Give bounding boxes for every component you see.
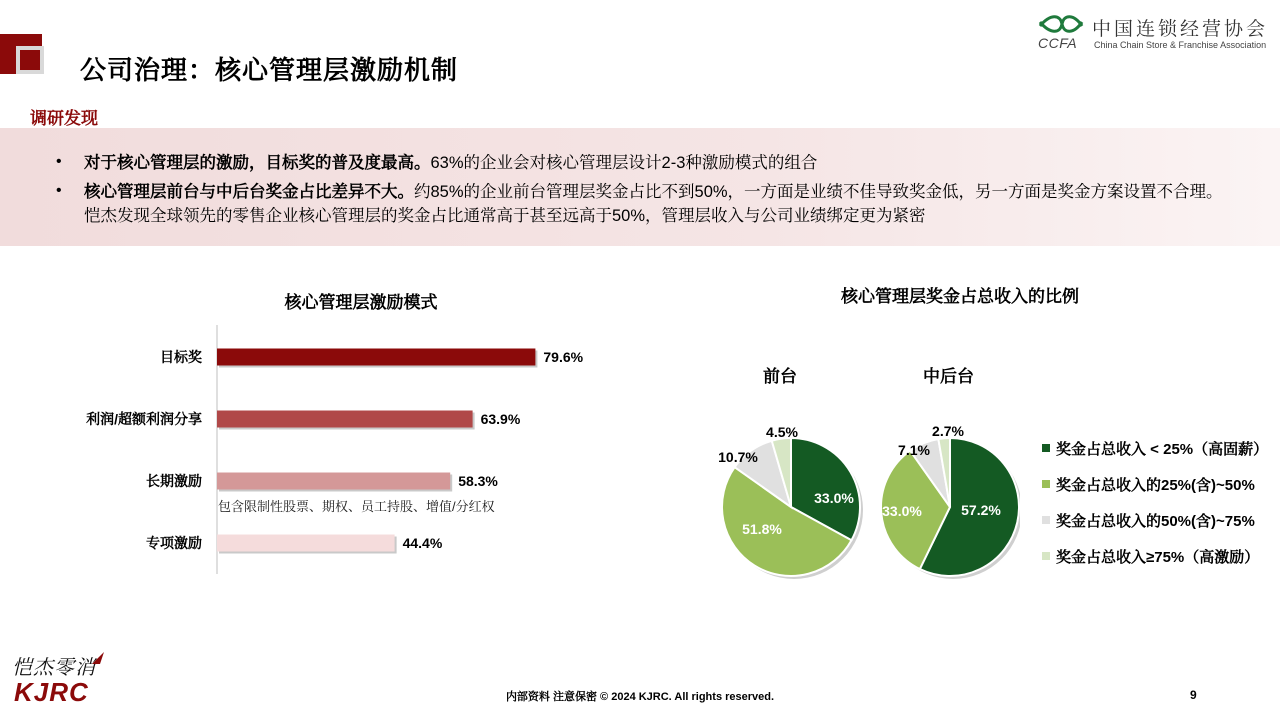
bar-category-label: 目标奖 bbox=[160, 349, 202, 365]
finding-item-1 bbox=[84, 151, 1224, 175]
legend-item-4 bbox=[1042, 546, 1259, 567]
pie-back-slice-label: 33.0% bbox=[882, 503, 922, 519]
bullet-dot: • bbox=[56, 182, 62, 199]
bar-category-label: 长期激励 bbox=[146, 473, 202, 489]
bullet-dot: • bbox=[56, 153, 62, 170]
bar-value-label: 79.6% bbox=[543, 349, 584, 365]
bar-value-label: 44.4% bbox=[402, 535, 443, 551]
bar-chart-title: 核心管理层激励模式 bbox=[284, 293, 438, 312]
legend-swatch bbox=[1042, 480, 1050, 488]
finding-2-bold: 核心管理层前台与中后台奖金占比差异不大。 bbox=[84, 183, 414, 201]
pie-back-slice-label: 7.1% bbox=[898, 442, 930, 458]
legend-label: 奖金占总收入≥75%（高激励） bbox=[1056, 549, 1260, 566]
page-title: 公司治理：核心管理层激励机制 bbox=[80, 55, 459, 85]
bar-chart bbox=[0, 320, 640, 580]
legend-swatch bbox=[1042, 444, 1050, 452]
legend-item-1 bbox=[1042, 438, 1268, 459]
bar bbox=[217, 349, 535, 366]
bar bbox=[217, 411, 473, 428]
bar-value-label: 63.9% bbox=[480, 411, 521, 427]
legend-swatch bbox=[1042, 516, 1050, 524]
pie-front-slice-label: 4.5% bbox=[766, 424, 798, 440]
bar-chart-annotation: 包含限制性股票、期权、员工持股、增值/分红权 bbox=[218, 499, 495, 514]
ccfa-logo-name-cn: 中国连锁经营协会 bbox=[1092, 18, 1269, 40]
legend-label: 奖金占总收入 < 25%（高固薪） bbox=[1056, 441, 1269, 458]
title-accent-square bbox=[25, 55, 39, 69]
bar-category-label: 利润/超额利润分享 bbox=[86, 411, 202, 427]
legend-label: 奖金占总收入的50%(含)~75% bbox=[1056, 513, 1255, 530]
pie-front-slice-label: 51.8% bbox=[742, 521, 782, 537]
pie-front-slice-label: 33.0% bbox=[814, 490, 854, 506]
pie-back-title: 中后台 bbox=[923, 367, 974, 386]
pie-front-chart bbox=[718, 424, 863, 579]
legend-item-2 bbox=[1042, 474, 1255, 495]
pie-chart-title: 核心管理层奖金占总收入的比例 bbox=[841, 287, 1079, 306]
pie-front-title: 前台 bbox=[763, 367, 797, 386]
bar bbox=[217, 473, 450, 490]
ccfa-logo-abbr: CCFA bbox=[1038, 35, 1078, 51]
finding-1-text: 63%的企业会对核心管理层设计2-3种激励模式的组合 bbox=[430, 154, 818, 172]
bar-value-label: 58.3% bbox=[458, 473, 498, 489]
pie-back-slice-label: 2.7% bbox=[932, 423, 964, 439]
finding-1-bold: 对于核心管理层的激励，目标奖的普及度最高。 bbox=[84, 154, 431, 172]
legend-item-3 bbox=[1042, 510, 1255, 531]
finding-item-2 bbox=[84, 180, 1224, 228]
pie-charts bbox=[700, 350, 1020, 590]
pie-back-slice-label: 57.2% bbox=[961, 502, 1001, 518]
pie-front-slice-label: 10.7% bbox=[718, 449, 758, 465]
kjrc-logo-mark-icon bbox=[92, 652, 104, 664]
bar bbox=[217, 535, 395, 552]
kjrc-logo-cn: 恺杰零消 bbox=[12, 655, 96, 679]
bar-category-label: 专项激励 bbox=[146, 535, 202, 551]
findings-label: 调研发现 bbox=[30, 109, 98, 128]
legend-swatch bbox=[1042, 552, 1050, 560]
kjrc-logo-en: KJRC bbox=[14, 677, 89, 707]
footer-confidential: 内部资料 注意保密 © 2024 KJRC. All rights reserved. bbox=[505, 691, 775, 703]
ccfa-logo-name-en: China Chain Store & Franchise Association bbox=[1094, 40, 1267, 50]
page-number: 9 bbox=[1190, 688, 1197, 702]
finding-2-text: 约85%的企业前台管理层奖金占比不到50%，一方面是业绩不佳导致奖金低，另一方面是奖金方案设置不合理。恺杰发现全球领先的零售企业核心管理层的奖金占比通常高于甚至远高于50%，管理层收入与公司业绩绑定更为紧密 bbox=[84, 183, 1223, 225]
legend-label: 奖金占总收入的25%(含)~50% bbox=[1056, 477, 1255, 494]
pie-back-chart bbox=[881, 423, 1020, 579]
